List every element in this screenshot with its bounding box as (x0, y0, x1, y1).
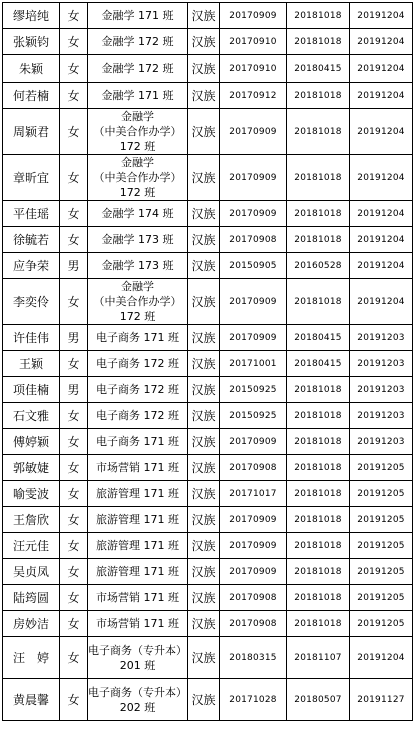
gender-cell: 女 (60, 533, 88, 559)
ethnicity-cell: 汉族 (188, 637, 220, 679)
table-row (3, 507, 413, 533)
table-row (3, 29, 413, 55)
name-cell: 吴贞凤 (3, 559, 60, 585)
table-row (3, 351, 413, 377)
name-cell: 汪 婷 (3, 637, 60, 679)
class-cell: 金融学（中美合作办学）172 班 (88, 279, 188, 325)
date1-cell: 20170909 (220, 325, 287, 351)
ethnicity-cell: 汉族 (188, 201, 220, 227)
name-cell: 徐毓若 (3, 227, 60, 253)
date1-cell: 20171028 (220, 679, 287, 721)
ethnicity-cell: 汉族 (188, 155, 220, 201)
gender-cell: 女 (60, 55, 88, 83)
date1-cell: 20170909 (220, 3, 287, 29)
date3-cell: 20191204 (350, 83, 413, 109)
table-body (3, 3, 413, 721)
class-cell: 金融学（中美合作办学）172 班 (88, 155, 188, 201)
name-cell: 应争荣 (3, 253, 60, 279)
ethnicity-cell: 汉族 (188, 585, 220, 611)
class-cell: 金融学 172 班 (88, 29, 188, 55)
ethnicity-cell: 汉族 (188, 507, 220, 533)
class-cell: 电子商务 172 班 (88, 403, 188, 429)
name-cell: 周颖君 (3, 109, 60, 155)
class-cell: 电子商务 171 班 (88, 429, 188, 455)
ethnicity-cell: 汉族 (188, 325, 220, 351)
class-cell: 金融学（中美合作办学）172 班 (88, 109, 188, 155)
table-row (3, 155, 413, 201)
name-cell: 汪元佳 (3, 533, 60, 559)
table-row (3, 403, 413, 429)
table-row (3, 279, 413, 325)
ethnicity-cell: 汉族 (188, 3, 220, 29)
date3-cell: 20191205 (350, 585, 413, 611)
gender-cell: 女 (60, 109, 88, 155)
name-cell: 平佳瑶 (3, 201, 60, 227)
name-cell: 王颖 (3, 351, 60, 377)
table-row (3, 637, 413, 679)
ethnicity-cell: 汉族 (188, 29, 220, 55)
name-cell: 郭敏婕 (3, 455, 60, 481)
date1-cell: 20171017 (220, 481, 287, 507)
table-row (3, 377, 413, 403)
name-cell: 房妙洁 (3, 611, 60, 637)
table-row (3, 109, 413, 155)
ethnicity-cell: 汉族 (188, 253, 220, 279)
table-row (3, 533, 413, 559)
ethnicity-cell: 汉族 (188, 679, 220, 721)
name-cell: 李奕伶 (3, 279, 60, 325)
ethnicity-cell: 汉族 (188, 429, 220, 455)
date3-cell: 20191204 (350, 55, 413, 83)
name-cell: 石文雅 (3, 403, 60, 429)
date1-cell: 20170909 (220, 533, 287, 559)
date1-cell: 20170909 (220, 279, 287, 325)
class-cell: 市场营销 171 班 (88, 585, 188, 611)
ethnicity-cell: 汉族 (188, 279, 220, 325)
ethnicity-cell: 汉族 (188, 481, 220, 507)
date2-cell: 20180415 (287, 351, 350, 377)
date3-cell: 20191204 (350, 253, 413, 279)
gender-cell: 女 (60, 403, 88, 429)
gender-cell: 女 (60, 3, 88, 29)
class-cell: 旅游管理 171 班 (88, 507, 188, 533)
ethnicity-cell: 汉族 (188, 403, 220, 429)
class-cell: 市场营销 171 班 (88, 455, 188, 481)
date2-cell: 20181018 (287, 109, 350, 155)
date1-cell: 20150925 (220, 403, 287, 429)
ethnicity-cell: 汉族 (188, 377, 220, 403)
date2-cell: 20160528 (287, 253, 350, 279)
date2-cell: 20181018 (287, 559, 350, 585)
class-cell: 旅游管理 171 班 (88, 559, 188, 585)
date2-cell: 20181018 (287, 83, 350, 109)
gender-cell: 女 (60, 585, 88, 611)
gender-cell: 女 (60, 279, 88, 325)
class-cell: 市场营销 171 班 (88, 611, 188, 637)
class-cell: 金融学 173 班 (88, 227, 188, 253)
class-cell: 金融学 171 班 (88, 3, 188, 29)
date2-cell: 20181107 (287, 637, 350, 679)
gender-cell: 女 (60, 637, 88, 679)
member-table (2, 2, 413, 721)
gender-cell: 女 (60, 227, 88, 253)
gender-cell: 女 (60, 201, 88, 227)
ethnicity-cell: 汉族 (188, 227, 220, 253)
name-cell: 黄晨馨 (3, 679, 60, 721)
date3-cell: 20191203 (350, 325, 413, 351)
date2-cell: 20180415 (287, 325, 350, 351)
class-cell: 金融学 174 班 (88, 201, 188, 227)
date2-cell: 20181018 (287, 155, 350, 201)
date1-cell: 20170909 (220, 429, 287, 455)
date1-cell: 20171001 (220, 351, 287, 377)
name-cell: 缪培纯 (3, 3, 60, 29)
date1-cell: 20170910 (220, 55, 287, 83)
date2-cell: 20181018 (287, 377, 350, 403)
date1-cell: 20150925 (220, 377, 287, 403)
gender-cell: 女 (60, 507, 88, 533)
date1-cell: 20170909 (220, 155, 287, 201)
class-cell: 电子商务 171 班 (88, 325, 188, 351)
ethnicity-cell: 汉族 (188, 83, 220, 109)
date1-cell: 20170908 (220, 611, 287, 637)
table-row (3, 481, 413, 507)
ethnicity-cell: 汉族 (188, 351, 220, 377)
date1-cell: 20170912 (220, 83, 287, 109)
date2-cell: 20180507 (287, 679, 350, 721)
date1-cell: 20180315 (220, 637, 287, 679)
date2-cell: 20181018 (287, 429, 350, 455)
class-cell: 金融学 171 班 (88, 83, 188, 109)
date1-cell: 20150905 (220, 253, 287, 279)
date3-cell: 20191204 (350, 227, 413, 253)
gender-cell: 女 (60, 155, 88, 201)
gender-cell: 女 (60, 429, 88, 455)
gender-cell: 女 (60, 83, 88, 109)
date3-cell: 20191205 (350, 559, 413, 585)
ethnicity-cell: 汉族 (188, 455, 220, 481)
date3-cell: 20191204 (350, 29, 413, 55)
class-cell: 电子商务 172 班 (88, 377, 188, 403)
date2-cell: 20181018 (287, 585, 350, 611)
date1-cell: 20170909 (220, 201, 287, 227)
ethnicity-cell: 汉族 (188, 109, 220, 155)
date2-cell: 20181018 (287, 611, 350, 637)
ethnicity-cell: 汉族 (188, 533, 220, 559)
date2-cell: 20181018 (287, 533, 350, 559)
date2-cell: 20181018 (287, 227, 350, 253)
date1-cell: 20170910 (220, 29, 287, 55)
table-row (3, 429, 413, 455)
table-row (3, 55, 413, 83)
table-row (3, 83, 413, 109)
ethnicity-cell: 汉族 (188, 55, 220, 83)
name-cell: 项佳楠 (3, 377, 60, 403)
date1-cell: 20170908 (220, 227, 287, 253)
date1-cell: 20170908 (220, 455, 287, 481)
date1-cell: 20170908 (220, 585, 287, 611)
date2-cell: 20181018 (287, 403, 350, 429)
table-row (3, 559, 413, 585)
date3-cell: 20191205 (350, 507, 413, 533)
gender-cell: 女 (60, 351, 88, 377)
name-cell: 傅婷颖 (3, 429, 60, 455)
date2-cell: 20181018 (287, 3, 350, 29)
class-cell: 金融学 172 班 (88, 55, 188, 83)
date2-cell: 20181018 (287, 455, 350, 481)
date3-cell: 20191204 (350, 109, 413, 155)
ethnicity-cell: 汉族 (188, 611, 220, 637)
date3-cell: 20191203 (350, 429, 413, 455)
name-cell: 王詹欣 (3, 507, 60, 533)
date3-cell: 20191203 (350, 377, 413, 403)
name-cell: 喻雯波 (3, 481, 60, 507)
date3-cell: 20191205 (350, 611, 413, 637)
table-row (3, 201, 413, 227)
name-cell: 何若楠 (3, 83, 60, 109)
gender-cell: 女 (60, 679, 88, 721)
name-cell: 许佳伟 (3, 325, 60, 351)
gender-cell: 女 (60, 611, 88, 637)
name-cell: 陆筠圆 (3, 585, 60, 611)
date3-cell: 20191204 (350, 201, 413, 227)
date2-cell: 20180415 (287, 55, 350, 83)
ethnicity-cell: 汉族 (188, 559, 220, 585)
date3-cell: 20191203 (350, 351, 413, 377)
gender-cell: 女 (60, 559, 88, 585)
table-row (3, 227, 413, 253)
gender-cell: 男 (60, 377, 88, 403)
name-cell: 朱颖 (3, 55, 60, 83)
table-row (3, 253, 413, 279)
class-cell: 旅游管理 171 班 (88, 481, 188, 507)
date2-cell: 20181018 (287, 279, 350, 325)
date3-cell: 20191204 (350, 637, 413, 679)
date3-cell: 20191204 (350, 155, 413, 201)
class-cell: 电子商务（专升本）201 班 (88, 637, 188, 679)
table-row (3, 325, 413, 351)
date2-cell: 20181018 (287, 29, 350, 55)
table-row (3, 3, 413, 29)
class-cell: 金融学 173 班 (88, 253, 188, 279)
gender-cell: 男 (60, 325, 88, 351)
name-cell: 张颖钧 (3, 29, 60, 55)
table-row (3, 679, 413, 721)
gender-cell: 女 (60, 481, 88, 507)
date1-cell: 20170909 (220, 109, 287, 155)
date2-cell: 20181018 (287, 507, 350, 533)
table-row (3, 455, 413, 481)
date3-cell: 20191205 (350, 455, 413, 481)
class-cell: 电子商务（专升本）202 班 (88, 679, 188, 721)
class-cell: 旅游管理 171 班 (88, 533, 188, 559)
table-row (3, 585, 413, 611)
gender-cell: 女 (60, 455, 88, 481)
date3-cell: 20191203 (350, 403, 413, 429)
date3-cell: 20191205 (350, 533, 413, 559)
table-row (3, 611, 413, 637)
date3-cell: 20191127 (350, 679, 413, 721)
date3-cell: 20191204 (350, 279, 413, 325)
name-cell: 章昕宜 (3, 155, 60, 201)
class-cell: 电子商务 172 班 (88, 351, 188, 377)
date2-cell: 20181018 (287, 481, 350, 507)
gender-cell: 女 (60, 29, 88, 55)
date2-cell: 20181018 (287, 201, 350, 227)
date1-cell: 20170909 (220, 507, 287, 533)
date3-cell: 20191204 (350, 3, 413, 29)
date3-cell: 20191205 (350, 481, 413, 507)
date1-cell: 20170909 (220, 559, 287, 585)
gender-cell: 男 (60, 253, 88, 279)
